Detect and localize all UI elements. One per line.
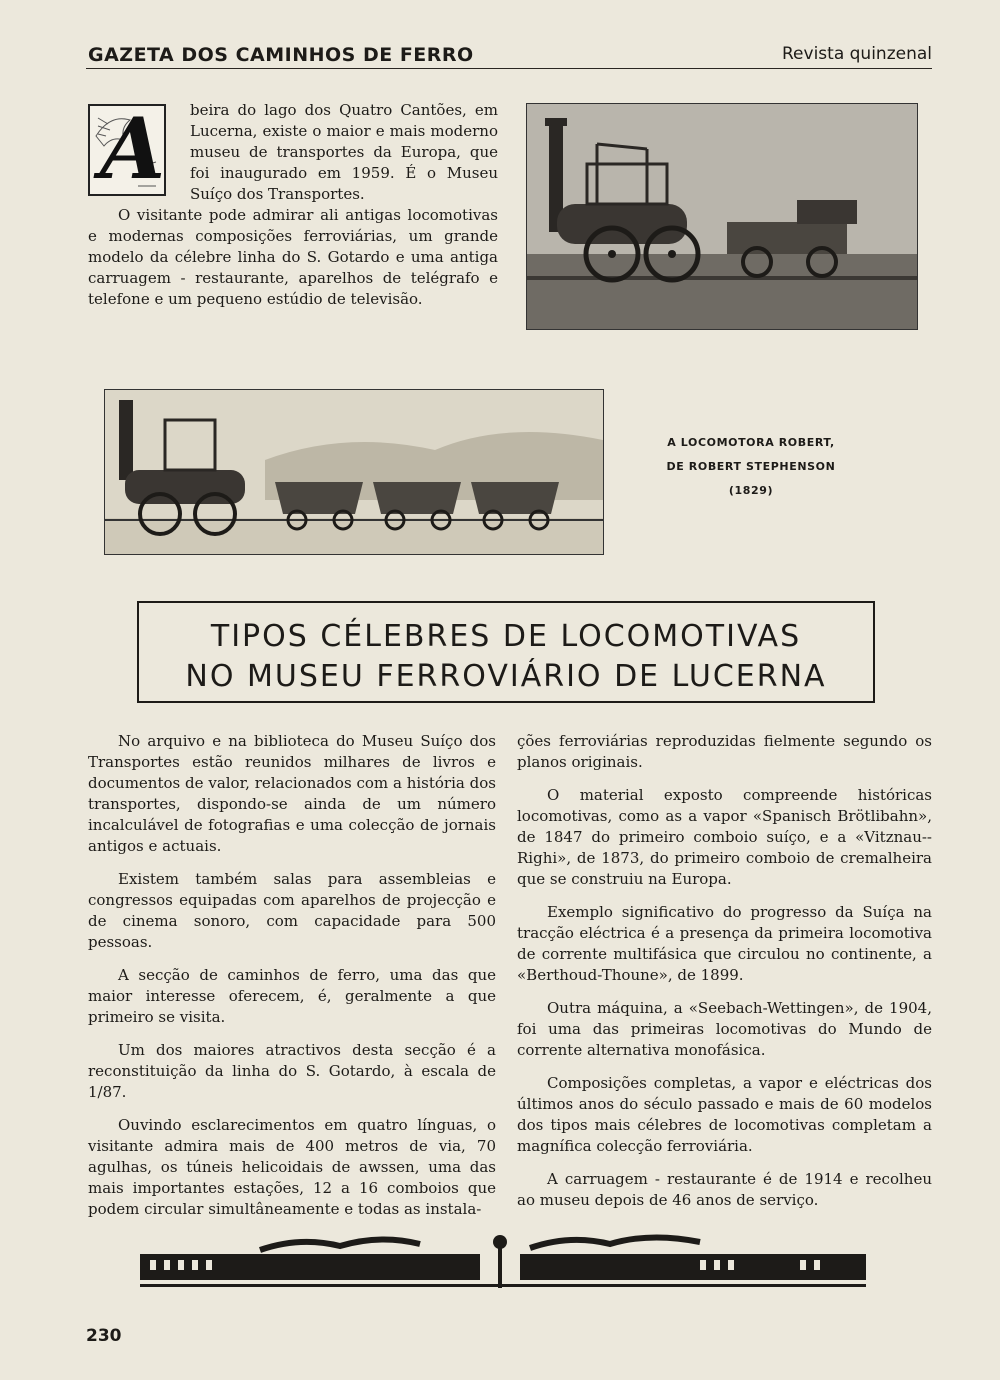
right-paragraph-4: Composições completas, a vapor e eléctricas dos últimos anos do século passado e mais de 60 modelos dos tipos mais célebres de locomotivas completam a magnífica colecção ferroviária. — [517, 1074, 932, 1155]
locomotive-photo — [526, 103, 918, 330]
caption-line-2: DE ROBERT STEPHENSON — [666, 460, 836, 473]
photo-caption — [640, 436, 862, 508]
right-paragraph-lead: ções ferroviárias reproduzidas fielmente segundo os planos originais. — [517, 732, 932, 771]
header-rule — [86, 68, 932, 69]
right-paragraph-2: Exemplo significativo do progresso da Suíça na tracção eléctrica é a presença da primeira locomotiva de corrente multifásica que circulou no continente, a «Berthoud-Thoune», de 1899. — [517, 903, 932, 984]
intro-paragraph-1: beira do lago dos Quatro Cantões, em Lucerna, existe o maior e mais moderno museu de transportes da Europa, que foi inaugurado em 1959. É o Museu Suíço dos Transportes. — [190, 101, 498, 203]
right-paragraph-5: A carruagem - restaurante é de 1914 e recolheu ao museu depois de 46 anos de serviço. — [517, 1170, 932, 1209]
intro-paragraph-2: O visitante pode admirar ali antigas locomotivas e modernas composições ferroviárias, um grande modelo da célebre linha do S. Gotardo e uma antiga carruagem - restaurante, aparelhos de telégrafo e telefone e um pequeno estúdio de televisão. — [88, 206, 498, 308]
train-silhouette-ornament-icon — [140, 1232, 866, 1292]
left-column — [88, 731, 496, 1232]
article-title-line-2: NO MUSEU FERROVIÁRIO DE LUCERNA — [185, 659, 827, 694]
right-column — [517, 731, 932, 1223]
drop-cap — [88, 99, 166, 198]
article-title-box — [137, 601, 875, 703]
right-paragraph-1: O material exposto compreende históricas locomotivas, como as a vapor «Spanisch Brötlibahn», de 1847 do primeiro comboio suíço, e a «Vitznau--Righi», de 1873, do primeiro comboio de cremalheira que se construiu na Europa. — [517, 786, 932, 888]
article-title-line-1: TIPOS CÉLEBRES DE LOCOMOTIVAS — [210, 619, 802, 654]
left-paragraph-1: No arquivo e na biblioteca do Museu Suíço dos Transportes estão reunidos milhares de livros e documentos de valor, relacionados com a história dos transportes, dispondo-se ainda de um número incalculável de fotografias e uma colecção de jornais antigos e actuais. — [88, 732, 496, 855]
caption-line-1: A LOCOMOTORA ROBERT, — [667, 436, 835, 449]
left-paragraph-4: Um dos maiores atractivos desta secção é a reconstituição da linha do S. Gotardo, à escala de 1/87. — [88, 1041, 496, 1101]
left-paragraph-5: Ouvindo esclarecimentos em quatro línguas, o visitante admira mais de 400 metros de via, 70 agulhas, os túneis helicoidais de awssen, uma das mais importantes estações, 12 a 16 comboios que podem circular simultâneamente e todas as instala- — [88, 1116, 496, 1218]
publication-subtitle: Revista quinzenal — [782, 44, 932, 64]
left-paragraph-3: A secção de caminhos de ferro, uma das que maior interesse oferecem, é, geralmente a que primeiro se visita. — [88, 966, 496, 1026]
page-number: 230 — [86, 1326, 122, 1346]
publication-title: GAZETA DOS CAMINHOS DE FERRO — [88, 44, 474, 66]
caption-line-3: (1829) — [728, 484, 774, 497]
left-paragraph-2: Existem também salas para assembleias e congressos equipadas com aparelhos de projecção e de cinema sonoro, com capacidade para 500 pessoas. — [88, 870, 496, 951]
right-paragraph-3: Outra máquina, a «Seebach-Wettingen», de 1904, foi uma das primeiras locomotivas do Mundo de corrente alternativa monofásica. — [517, 999, 932, 1059]
drop-cap-letter: A — [100, 99, 166, 198]
locomotive-engraving — [104, 389, 604, 555]
